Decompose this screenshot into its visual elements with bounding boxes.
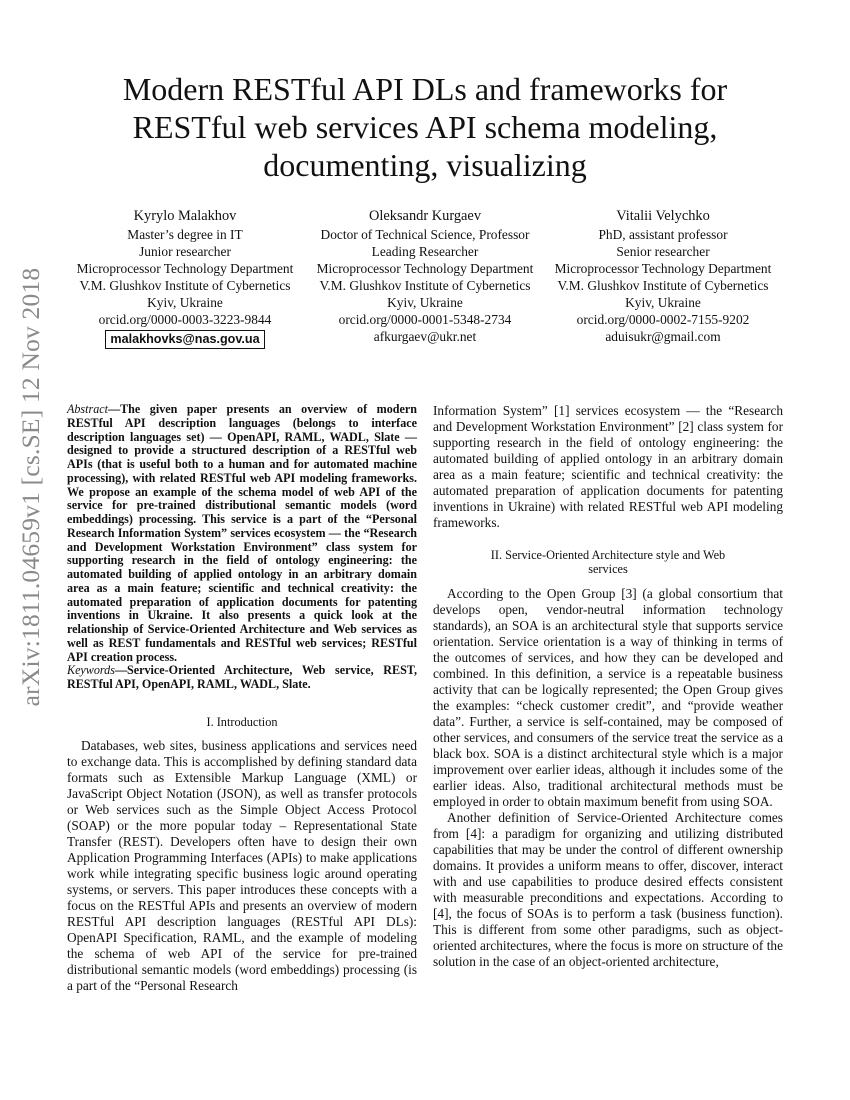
section-heading-soa <box>433 548 783 576</box>
keywords <box>67 664 417 692</box>
author-city: Kyiv, Ukraine <box>625 295 701 310</box>
author-city: Kyiv, Ukraine <box>387 295 463 310</box>
author-block-2 <box>295 206 555 345</box>
abstract <box>67 403 417 664</box>
author-orcid: orcid.org/0000-0002-7155-9202 <box>576 312 750 327</box>
author-degree: PhD, assistant professor <box>598 227 728 242</box>
right-column <box>433 403 783 970</box>
author-orcid: orcid.org/0000-0003-3223-9844 <box>98 312 272 327</box>
author-institute: V.M. Glushkov Institute of Cybernetics <box>557 278 769 293</box>
author-department: Microprocessor Technology Department <box>554 261 772 276</box>
keywords-text: —Service-Oriented Architecture, Web service, REST, RESTful API, OpenAPI, RAML, WADL, Slate. <box>67 663 417 691</box>
author-orcid: orcid.org/0000-0001-5348-2734 <box>338 312 512 327</box>
section-heading-line: II. Service-Oriented Architecture style and Web <box>490 548 726 562</box>
title-line: documenting, visualizing <box>263 147 587 183</box>
abstract-text: —The given paper presents an overview of modern RESTful API description languages (belongs to interface description languages set) — OpenAPI, RAML, WADL, Slate — designed to provide a structured description of a RESTful web APIs (that is useful both to a human and for automated machine processing), with related RESTful web API modeling frameworks. We propose an example of the schema model of web API of the service for pre-trained distributional semantic models (word embeddings) processing. This service is a part of the “Personal Research Information System” services ecosystem — the “Research and Development Workstation Environment” class system for supporting research in the field of ontology engineering: the automated building of applied ontology in an arbitrary domain area as a main feature; scientific and technical creativity: the automated preparation of application documents for patenting inventions in Ukraine. It also presents a quick look at the relationship of Service-Oriented Architecture and Web services as well as REST fundamentals and RESTful web services; RESTful API creation process. <box>67 402 417 664</box>
soa-paragraph-2: Another definition of Service-Oriented Architecture comes from [4]: a paradigm for organizing and utilizing distributed capabilities that may be under the control of different ownership domains. It provides a uniform means to offer, discover, interact with and use capabilities to produce desired effects consistent with measurable preconditions and expectations. According to [4], the focus of SOAs is to perform a task (business function). This is different from some other paradigms, such as object-oriented architectures, where the focus is more on structure of the solution in the case of an object-oriented architecture, <box>433 810 783 969</box>
author-department: Microprocessor Technology Department <box>316 261 534 276</box>
author-degree: Doctor of Technical Science, Professor <box>320 227 530 242</box>
author-email: afkurgaev@ukr.net <box>373 329 477 344</box>
author-name: Oleksandr Kurgaev <box>368 208 482 224</box>
title-line: Modern RESTful API DLs and frameworks for <box>122 71 728 107</box>
author-block-1 <box>55 206 315 349</box>
section-heading-introduction: I. Introduction <box>206 714 278 729</box>
paper-title <box>70 70 780 184</box>
arxiv-identifier-text: arXiv:1811.04659v1 [cs.SE] 12 Nov 2018 <box>16 267 45 707</box>
left-column <box>67 403 417 994</box>
author-name: Vitalii Velychko <box>616 208 710 224</box>
author-position: Senior researcher <box>616 244 710 259</box>
author-institute: V.M. Glushkov Institute of Cybernetics <box>319 278 531 293</box>
author-city: Kyiv, Ukraine <box>147 295 223 310</box>
author-name: Kyrylo Malakhov <box>133 208 237 224</box>
abstract-label: Abstract <box>67 402 108 416</box>
author-institute: V.M. Glushkov Institute of Cybernetics <box>79 278 291 293</box>
author-position: Leading Researcher <box>371 244 479 259</box>
author-block-3 <box>533 206 793 345</box>
author-position: Junior researcher <box>139 244 231 259</box>
author-email: aduisukr@gmail.com <box>605 329 721 344</box>
introduction-continuation: Information System” [1] services ecosystem — the “Research and Development Workstation Environment” [2] class system for supporting research in the field of ontology engineering: the automated building of applied ontology in an arbitrary domain area as a main feature; scientific and technical creativity: the automated preparation of application documents for patenting inventions in Ukraine) with related RESTful web API modeling frameworks. <box>433 403 783 530</box>
section-heading-line: services <box>588 562 628 576</box>
soa-paragraph-1: According to the Open Group [3] (a global consortium that develops open, vendor-neutral information technology standards), an SOA is an architectural style that supports service orientation. Service orientation is a way of thinking in terms of the outcomes of services, and how they can be developed and combined. In this definition, a service is a repeatable business activity that can be logically represented; the Open Group gives the examples: “check customer credit”, and “provide weather data”. Further, a service is self-contained, may be composed of other services, and consumers of the service treat the service as a black box. SOA is a distinct architectural style which is a major improvement over earlier ideas, although it includes some of the earlier ideas. Also, traditional architectural methods must be employed in order to obtain maximum benefit from using SOA. <box>433 586 783 809</box>
arxiv-identifier <box>11 267 51 707</box>
author-department: Microprocessor Technology Department <box>76 261 294 276</box>
keywords-label: Keywords <box>67 663 115 678</box>
author-degree: Master’s degree in IT <box>127 227 243 242</box>
introduction-paragraph: Databases, web sites, business applications and services need to exchange data. This is accomplished by defining standard data formats such as Extensible Markup Language (XML) or JavaScript Object Notation (JSON), as well as transfer protocols or Web services such as the Simple Object Access Protocol (SOAP) or the more popular today – Representational State Transfer (REST). Developers often have to design their own Application Programming Interfaces (APIs) to make applications work while integrating specific business logic around operating systems, or servers. This paper introduces these concepts with a focus on the RESTful APIs and presents an overview of modern RESTful API description languages (RESTful API DLs): OpenAPI Specification, RAML, and the example of modeling the schema of web API of the service for pre-trained distributional semantic models (word embeddings) processing (is a part of the “Personal Research <box>67 737 417 993</box>
title-line: RESTful web services API schema modeling, <box>132 109 718 145</box>
author-email-link[interactable]: malakhovks@nas.gov.ua <box>105 330 264 349</box>
